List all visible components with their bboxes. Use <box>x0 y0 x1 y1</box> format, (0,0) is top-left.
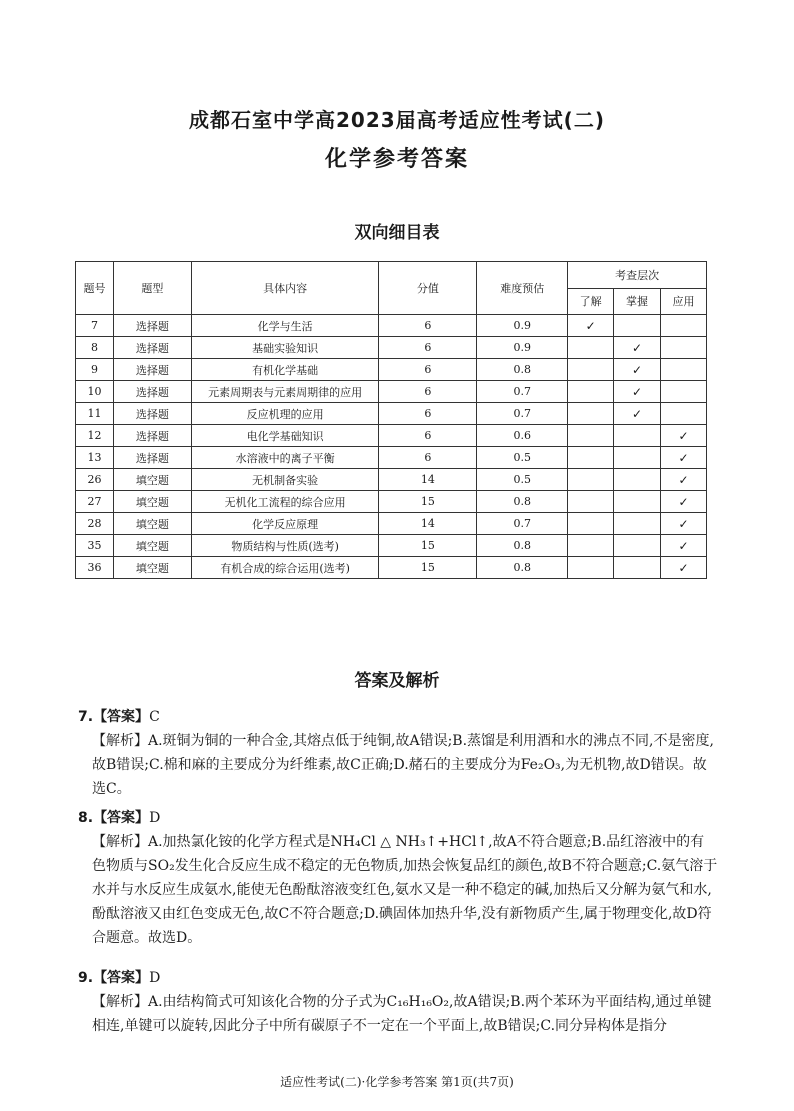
cell-type: 选择题 <box>113 403 191 425</box>
cell-type: 填空题 <box>113 513 191 535</box>
header-level-master: 掌握 <box>614 288 661 315</box>
cell-content: 有机化学基础 <box>191 359 379 381</box>
cell-score: 6 <box>379 403 477 425</box>
cell-content: 无机化工流程的综合应用 <box>191 491 379 513</box>
cell-content: 基础实验知识 <box>191 337 379 359</box>
cell-level-understand: ✓ <box>568 315 614 337</box>
cell-score: 6 <box>379 447 477 469</box>
cell-level-understand <box>568 403 614 425</box>
answer-block-7 <box>78 705 718 801</box>
table-row <box>76 425 707 447</box>
cell-content: 反应机理的应用 <box>191 403 379 425</box>
cell-difficulty: 0.6 <box>477 425 568 447</box>
cell-content: 化学反应原理 <box>191 513 379 535</box>
cell-level-apply <box>661 381 707 403</box>
cell-level-master <box>614 491 661 513</box>
cell-difficulty: 0.8 <box>477 359 568 381</box>
cell-difficulty: 0.7 <box>477 381 568 403</box>
cell-content: 水溶液中的离子平衡 <box>191 447 379 469</box>
table-row <box>76 557 707 579</box>
answer-label: 【答案】 <box>93 810 150 826</box>
cell-level-understand <box>568 425 614 447</box>
cell-level-understand <box>568 513 614 535</box>
cell-num: 13 <box>76 447 114 469</box>
cell-level-master <box>614 535 661 557</box>
cell-num: 8 <box>76 337 114 359</box>
cell-level-master <box>614 315 661 337</box>
cell-level-master: ✓ <box>614 337 661 359</box>
cell-difficulty: 0.8 <box>477 557 568 579</box>
cell-level-apply: ✓ <box>661 425 707 447</box>
analysis-label: 【解析】 <box>92 834 148 850</box>
header-type: 题型 <box>113 262 191 315</box>
cell-level-apply <box>661 403 707 425</box>
cell-level-apply <box>661 337 707 359</box>
cell-num: 36 <box>76 557 114 579</box>
cell-type: 选择题 <box>113 447 191 469</box>
page-footer: 适应性考试(二)·化学参考答案 第1页(共7页) <box>280 1075 514 1089</box>
cell-level-understand <box>568 491 614 513</box>
question-number: 9. <box>78 970 94 986</box>
cell-difficulty: 0.9 <box>477 337 568 359</box>
cell-level-master: ✓ <box>614 403 661 425</box>
cell-level-master <box>614 513 661 535</box>
document-title: 成都石室中学高2023届高考适应性考试(二) <box>189 108 605 132</box>
cell-difficulty: 0.5 <box>477 447 568 469</box>
cell-score: 6 <box>379 359 477 381</box>
table-row <box>76 337 707 359</box>
cell-num: 7 <box>76 315 114 337</box>
header-score: 分值 <box>379 262 477 315</box>
answer-value: D <box>149 970 161 986</box>
analysis-label: 【解析】 <box>92 994 148 1010</box>
cell-level-master: ✓ <box>614 381 661 403</box>
cell-level-understand <box>568 557 614 579</box>
cell-score: 6 <box>379 315 477 337</box>
cell-type: 填空题 <box>113 469 191 491</box>
cell-level-apply: ✓ <box>661 491 707 513</box>
cell-level-understand <box>568 535 614 557</box>
analysis-text: A.加热氯化铵的化学方程式是NH₄Cl △ NH₃↑+HCl↑,故A不符合题意;B.品红溶液中的有色物质与SO₂发生化合反应生成不稳定的无色物质,加热会恢复品红的颜色,故B不符合题意;C.氨气溶于水并与水反应生成氨水,能使无色酚酞溶液变红色,氨水又是一种不稳定的碱,加热后又分解为氨气和水,酚酞溶液又由红色变成无色,故C不符合题意;D.碘固体加热升华,没有新物质产生,属于物理变化,故D符合题意。故选D。 <box>92 834 718 946</box>
table-row <box>76 359 707 381</box>
cell-content: 电化学基础知识 <box>191 425 379 447</box>
answer-value: C <box>149 709 160 725</box>
cell-num: 35 <box>76 535 114 557</box>
header-difficulty: 难度预估 <box>477 262 568 315</box>
cell-difficulty: 0.8 <box>477 491 568 513</box>
table-row <box>76 469 707 491</box>
cell-level-understand <box>568 381 614 403</box>
cell-level-apply: ✓ <box>661 535 707 557</box>
cell-difficulty: 0.5 <box>477 469 568 491</box>
cell-level-apply <box>661 315 707 337</box>
cell-num: 9 <box>76 359 114 381</box>
cell-difficulty: 0.9 <box>477 315 568 337</box>
analysis-text: A.由结构简式可知该化合物的分子式为C₁₆H₁₆O₂,故A错误;B.两个苯环为平面结构,通过单键相连,单键可以旋转,因此分子中所有碳原子不一定在一个平面上,故B错误;C.同分异构体是指分 <box>92 994 712 1034</box>
analysis-text: A.斑铜为铜的一种合金,其熔点低于纯铜,故A错误;B.蒸馏是利用酒和水的沸点不同,不是密度,故B错误;C.棉和麻的主要成分为纤维素,故C正确;D.赭石的主要成分为Fe₂O₃,为无机物,故D错误。故选C。 <box>92 733 714 797</box>
cell-type: 选择题 <box>113 381 191 403</box>
cell-score: 15 <box>379 491 477 513</box>
cell-score: 15 <box>379 557 477 579</box>
cell-score: 6 <box>379 337 477 359</box>
cell-level-understand <box>568 469 614 491</box>
cell-type: 选择题 <box>113 315 191 337</box>
cell-level-understand <box>568 337 614 359</box>
cell-level-master <box>614 557 661 579</box>
cell-score: 15 <box>379 535 477 557</box>
table-row <box>76 535 707 557</box>
answer-label: 【答案】 <box>93 709 150 725</box>
cell-level-apply <box>661 359 707 381</box>
table-row <box>76 315 707 337</box>
cell-difficulty: 0.8 <box>477 535 568 557</box>
header-content: 具体内容 <box>191 262 379 315</box>
header-num: 题号 <box>76 262 114 315</box>
table-row <box>76 381 707 403</box>
cell-num: 10 <box>76 381 114 403</box>
analysis-label: 【解析】 <box>92 733 148 749</box>
cell-content: 元素周期表与元素周期律的应用 <box>191 381 379 403</box>
cell-content: 有机合成的综合运用(选考) <box>191 557 379 579</box>
cell-level-apply: ✓ <box>661 469 707 491</box>
cell-content: 物质结构与性质(选考) <box>191 535 379 557</box>
cell-difficulty: 0.7 <box>477 513 568 535</box>
cell-num: 26 <box>76 469 114 491</box>
cell-content: 化学与生活 <box>191 315 379 337</box>
cell-num: 28 <box>76 513 114 535</box>
cell-level-understand <box>568 447 614 469</box>
header-level-apply: 应用 <box>661 288 707 315</box>
answers-section-title: 答案及解析 <box>354 671 440 691</box>
header-level-understand: 了解 <box>568 288 614 315</box>
cell-level-master <box>614 425 661 447</box>
cell-score: 14 <box>379 469 477 491</box>
document-subtitle: 化学参考答案 <box>324 147 469 172</box>
cell-level-apply: ✓ <box>661 557 707 579</box>
cell-level-master: ✓ <box>614 359 661 381</box>
cell-num: 12 <box>76 425 114 447</box>
cell-type: 填空题 <box>113 491 191 513</box>
cell-difficulty: 0.7 <box>477 403 568 425</box>
table-row <box>76 447 707 469</box>
answer-value: D <box>149 810 161 826</box>
cell-level-understand <box>568 359 614 381</box>
table-row <box>76 491 707 513</box>
answer-block-8 <box>78 806 718 950</box>
table-row <box>76 403 707 425</box>
cell-level-apply: ✓ <box>661 447 707 469</box>
cell-type: 选择题 <box>113 337 191 359</box>
answer-block-9 <box>78 966 718 1038</box>
detail-table <box>75 261 707 579</box>
table-row <box>76 513 707 535</box>
cell-score: 6 <box>379 425 477 447</box>
table-section-title: 双向细目表 <box>354 223 440 243</box>
cell-content: 无机制备实验 <box>191 469 379 491</box>
question-number: 7. <box>78 709 94 725</box>
cell-level-master <box>614 447 661 469</box>
cell-type: 选择题 <box>113 359 191 381</box>
question-number: 8. <box>78 810 94 826</box>
cell-type: 选择题 <box>113 425 191 447</box>
cell-score: 6 <box>379 381 477 403</box>
cell-level-apply: ✓ <box>661 513 707 535</box>
cell-num: 11 <box>76 403 114 425</box>
cell-num: 27 <box>76 491 114 513</box>
cell-type: 填空题 <box>113 557 191 579</box>
cell-level-master <box>614 469 661 491</box>
header-level-group: 考查层次 <box>568 262 707 289</box>
cell-type: 填空题 <box>113 535 191 557</box>
cell-score: 14 <box>379 513 477 535</box>
answer-label: 【答案】 <box>93 970 150 986</box>
